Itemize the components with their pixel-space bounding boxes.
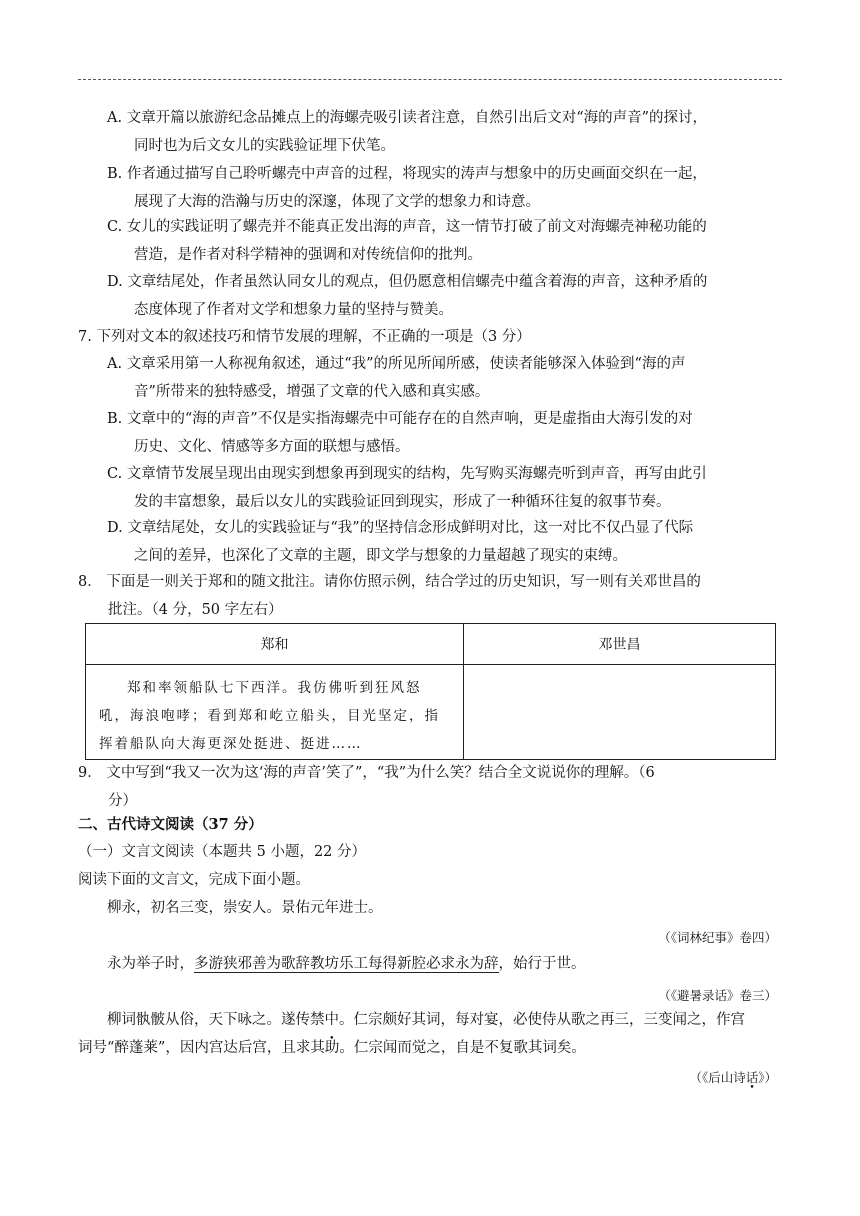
example-annotation-line1: 郑和率领船队七下西洋。我仿佛听到狂风怒: [127, 680, 422, 696]
option-text: 文章情节发展呈现出由现实到想象再到现实的结构，先写购买海螺壳听到声音，再写由此引: [126, 466, 707, 482]
q7-option-d: [107, 514, 787, 570]
example-annotation-line3: 挥着船队向大海更深处挺进、挺进……: [99, 736, 363, 752]
underlined-sentence: 多游狭邪善为歌辞教坊乐工每得新腔必求永为辞: [194, 956, 499, 972]
q7-option-b: [107, 405, 787, 461]
option-letter: C.: [107, 466, 123, 482]
option-letter: C.: [107, 219, 123, 235]
option-text-cont: 营造，是作者对科学精神的强调和对传统信仰的批判。: [134, 247, 482, 263]
option-letter: B.: [107, 411, 123, 427]
table-header-row: [86, 624, 776, 665]
answer-cell[interactable]: [464, 665, 776, 760]
passage-3-part-a: 柳词骫骳从俗，天下咏之。遂传禁: [107, 1012, 325, 1028]
option-text-cont: 发的丰富想象，最后以女儿的实践验证回到现实，形成了一种循环往复的叙事节奏。: [134, 494, 671, 510]
passage-2: [107, 950, 586, 978]
passage-3-part-b: 。仁宗颇好其词，每对宴，必使侍从歌之再三，三变闻之，作宫: [339, 1012, 745, 1028]
option-text-cont: 同时也为后文女儿的实践验证埋下伏笔。: [134, 138, 395, 154]
dotted-character: 中: [324, 1012, 339, 1028]
option-text-cont: 音”所带来的独特感受，增强了文章的代入感和真实感。: [134, 384, 490, 400]
passage-3-source: [689, 1068, 777, 1086]
q8-stem-line1: 8． 下面是一则关于郑和的随文批注。请你仿照示例，结合学过的历史知识，写一则有关邓世昌的: [78, 574, 701, 590]
example-annotation-line2: 吼，海浪咆哮；看到郑和屹立船头，目光坚定，指: [99, 708, 440, 724]
column-header-zhenghe: 郑和: [86, 624, 464, 665]
passage-3-line2: 词号“醉蓬莱”，因内宫达后宫，且求其助。仁宗闻而觉之，自是不复歌其词矣。: [78, 1040, 586, 1056]
option-text-cont: 历史、文化、情感等多方面的联想与感悟。: [134, 439, 410, 455]
option-text-cont: 态度体现了作者对文学和想象力量的坚持与赞美。: [134, 302, 453, 318]
q7-option-a: [107, 350, 787, 406]
passage-3-line1: [107, 1006, 745, 1034]
column-header-dengshichang: 邓世昌: [464, 624, 776, 665]
dotted-character: 话: [745, 1070, 759, 1085]
option-text: 文章中的“海的声音”不仅是实指海螺壳中可能存在的自然声响，更是虚指由大海引发的对: [126, 411, 693, 427]
passage-2-pre: 永为举子时，: [107, 956, 194, 972]
option-letter: D.: [107, 520, 123, 536]
q6-option-a: [107, 104, 787, 160]
option-text: 女儿的实践证明了螺壳并不能真正发出海的声音，这一情节打破了前文对海螺壳神秘功能的: [126, 219, 707, 235]
example-annotation-cell: [86, 665, 464, 760]
option-letter: A.: [107, 356, 123, 372]
annotation-table: [85, 623, 776, 760]
section-title: 二、古代诗文阅读（37 分）: [78, 816, 263, 833]
subsection-title: （一）文言文阅读（本题共 5 小题，22 分）: [78, 844, 367, 860]
q6-option-d: [107, 268, 787, 324]
q8-stem: [78, 568, 788, 624]
passage-1-source: （《词林纪事》卷四）: [658, 930, 777, 945]
option-text-cont: 之间的差异，也深化了文章的主题，即文学与想象的力量超越了现实的束缚。: [134, 548, 627, 564]
table-body-row: [86, 665, 776, 760]
passage-1: 柳永，初名三变，崇安人。景佑元年进士。: [107, 900, 383, 916]
source-part-a: （《后山诗: [689, 1070, 746, 1085]
q9-stem: [78, 759, 788, 815]
option-text: 文章结尾处，女儿的实践验证与“我”的坚持信念形成鲜明对比，这一对比不仅凸显了代际: [127, 520, 694, 536]
option-letter: B.: [107, 166, 123, 182]
q7-option-c: [107, 460, 787, 516]
option-letter: D.: [107, 274, 123, 290]
option-text: 作者通过描写自己聆听螺壳中声音的过程，将现实的涛声与想象中的历史画面交织在一起，: [126, 166, 707, 182]
q9-stem-line1: 9． 文中写到“我又一次为这‘海的声音’笑了”，“我”为什么笑？结合全文说说你的理解。（6: [78, 765, 655, 781]
q6-option-c: [107, 213, 787, 269]
header-dashed-divider: [78, 79, 782, 80]
q9-stem-line2: 分）: [108, 793, 137, 809]
option-text: 文章结尾处，作者虽然认同女儿的观点，但仍愿意相信螺壳中蕴含着海的声音，这种矛盾的: [127, 274, 708, 290]
option-text: 文章开篇以旅游纪念品摊点上的海螺壳吸引读者注意，自然引出后文对“海的声音”的探讨，: [126, 110, 708, 126]
q7-stem: 7. 下列对文本的叙述技巧和情节发展的理解，不正确的一项是（3 分）: [78, 329, 531, 345]
q8-stem-line2: 批注。（4 分，50 字左右）: [108, 602, 283, 618]
source-part-b: 》）: [758, 1070, 777, 1085]
option-letter: A.: [107, 110, 123, 126]
instruction-text: 阅读下面的文言文，完成下面小题。: [78, 872, 310, 888]
option-text-cont: 展现了大海的浩瀚与历史的深邃，体现了文学的想象力和诗意。: [134, 194, 540, 210]
passage-2-source: （《避暑录话》卷三）: [658, 988, 777, 1003]
q6-option-b: [107, 160, 787, 216]
passage-2-post: ，始行于世。: [498, 956, 586, 972]
option-text: 文章采用第一人称视角叙述，通过“我”的所见所闻所感，使读者能够深入体验到“海的声: [126, 356, 686, 372]
